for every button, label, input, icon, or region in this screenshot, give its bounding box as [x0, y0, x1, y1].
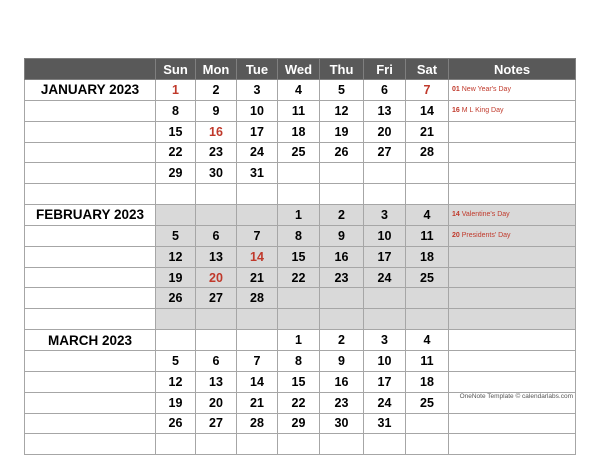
date-cell: 20: [364, 121, 406, 142]
month-label-cell: [25, 288, 156, 309]
month-label-cell: [25, 225, 156, 246]
week-row: [25, 225, 576, 246]
date-cell: 2: [320, 330, 364, 351]
note-date: 01: [452, 86, 460, 94]
note-cell: [449, 350, 576, 371]
month-label-cell: [25, 121, 156, 142]
date-cell: [278, 288, 320, 309]
date-cell: 12: [156, 371, 196, 392]
date-cell: 3: [237, 80, 278, 101]
date-cell: 26: [156, 288, 196, 309]
date-cell: 2: [196, 80, 237, 101]
header-day-sat: Sat: [406, 59, 449, 80]
date-cell: [237, 309, 278, 330]
date-cell: [278, 184, 320, 205]
date-cell: 17: [237, 121, 278, 142]
month-label-cell: [25, 434, 156, 455]
date-cell: [406, 434, 449, 455]
holiday-date-cell: 1: [156, 80, 196, 101]
date-cell: 15: [278, 246, 320, 267]
date-cell: 26: [156, 413, 196, 434]
note-date: 16: [452, 107, 460, 115]
date-cell: 16: [320, 246, 364, 267]
date-cell: 3: [364, 330, 406, 351]
date-cell: [406, 288, 449, 309]
month-label-cell: [25, 100, 156, 121]
date-cell: [278, 434, 320, 455]
holiday-date-cell: 20: [196, 267, 237, 288]
date-cell: [364, 163, 406, 184]
date-cell: 1: [278, 205, 320, 226]
week-row: [25, 434, 576, 455]
header-day-wed: Wed: [278, 59, 320, 80]
date-cell: 3: [364, 205, 406, 226]
date-cell: 28: [237, 413, 278, 434]
date-cell: 12: [156, 246, 196, 267]
date-cell: 23: [320, 267, 364, 288]
date-cell: 11: [406, 225, 449, 246]
header-day-mon: Mon: [196, 59, 237, 80]
date-cell: 30: [320, 413, 364, 434]
date-cell: 29: [156, 163, 196, 184]
week-row: [25, 350, 576, 371]
date-cell: [320, 163, 364, 184]
date-cell: [406, 413, 449, 434]
date-cell: 10: [364, 350, 406, 371]
date-cell: 11: [406, 350, 449, 371]
date-cell: [406, 309, 449, 330]
month-label-cell: [25, 246, 156, 267]
date-cell: 16: [320, 371, 364, 392]
holiday-date-cell: 16: [196, 121, 237, 142]
date-cell: 8: [278, 225, 320, 246]
date-cell: 21: [406, 121, 449, 142]
week-row: [25, 142, 576, 163]
date-cell: 19: [156, 267, 196, 288]
week-row: [25, 100, 576, 121]
date-cell: [320, 309, 364, 330]
date-cell: [406, 163, 449, 184]
header-row: [25, 59, 576, 80]
date-cell: 26: [320, 142, 364, 163]
note-cell: [449, 80, 576, 101]
note-cell: [449, 100, 576, 121]
header-day-thu: Thu: [320, 59, 364, 80]
date-cell: 27: [196, 413, 237, 434]
note-cell: [449, 330, 576, 351]
date-cell: 23: [196, 142, 237, 163]
note-text: Valentine's Day: [461, 211, 510, 219]
date-cell: [196, 309, 237, 330]
month-label-cell: [25, 184, 156, 205]
date-cell: 19: [320, 121, 364, 142]
month-label-cell: [25, 371, 156, 392]
holiday-date-cell: 7: [406, 80, 449, 101]
note-cell: [449, 142, 576, 163]
date-cell: 11: [278, 100, 320, 121]
date-cell: 6: [196, 225, 237, 246]
date-cell: [364, 184, 406, 205]
date-cell: 19: [156, 392, 196, 413]
week-row: [25, 330, 576, 351]
date-cell: 15: [278, 371, 320, 392]
week-row: [25, 267, 576, 288]
month-label-cell: [25, 309, 156, 330]
month-label-cell: [25, 413, 156, 434]
note-cell: [449, 413, 576, 434]
date-cell: 6: [364, 80, 406, 101]
date-cell: 28: [237, 288, 278, 309]
date-cell: [320, 288, 364, 309]
note-cell: [449, 225, 576, 246]
date-cell: [406, 184, 449, 205]
date-cell: 30: [196, 163, 237, 184]
date-cell: 14: [237, 371, 278, 392]
date-cell: 8: [278, 350, 320, 371]
note-text: New Year's Day: [461, 86, 511, 94]
date-cell: [364, 434, 406, 455]
date-cell: [196, 330, 237, 351]
note-cell: [449, 434, 576, 455]
date-cell: 17: [364, 371, 406, 392]
month-label-cell: [25, 267, 156, 288]
header-day-fri: Fri: [364, 59, 406, 80]
date-cell: 1: [278, 330, 320, 351]
date-cell: 18: [278, 121, 320, 142]
month-title: MARCH 2023: [25, 330, 156, 351]
week-row: [25, 80, 576, 101]
date-cell: [156, 184, 196, 205]
date-cell: 17: [364, 246, 406, 267]
date-cell: 27: [364, 142, 406, 163]
date-cell: 22: [156, 142, 196, 163]
date-cell: 8: [156, 100, 196, 121]
date-cell: [278, 163, 320, 184]
date-cell: 5: [156, 350, 196, 371]
date-cell: 29: [278, 413, 320, 434]
week-row: [25, 184, 576, 205]
date-cell: [320, 434, 364, 455]
note-cell: [449, 246, 576, 267]
month-label-cell: [25, 392, 156, 413]
date-cell: 9: [196, 100, 237, 121]
date-cell: [278, 309, 320, 330]
header-day-sun: Sun: [156, 59, 196, 80]
date-cell: [156, 309, 196, 330]
month-title: FEBRUARY 2023: [25, 205, 156, 226]
date-cell: 5: [156, 225, 196, 246]
month-title: JANUARY 2023: [25, 80, 156, 101]
holiday-date-cell: 14: [237, 246, 278, 267]
date-cell: 21: [237, 267, 278, 288]
date-cell: [156, 205, 196, 226]
date-cell: 24: [364, 392, 406, 413]
date-cell: [237, 434, 278, 455]
note-cell: [449, 288, 576, 309]
week-row: [25, 121, 576, 142]
date-cell: [364, 309, 406, 330]
date-cell: 28: [406, 142, 449, 163]
date-cell: 4: [278, 80, 320, 101]
date-cell: 23: [320, 392, 364, 413]
date-cell: [156, 330, 196, 351]
date-cell: [237, 205, 278, 226]
week-row: [25, 246, 576, 267]
date-cell: [320, 184, 364, 205]
date-cell: 22: [278, 392, 320, 413]
date-cell: 4: [406, 330, 449, 351]
date-cell: 27: [196, 288, 237, 309]
week-row: [25, 371, 576, 392]
date-cell: 6: [196, 350, 237, 371]
date-cell: [196, 434, 237, 455]
month-label-cell: [25, 350, 156, 371]
date-cell: 13: [196, 371, 237, 392]
date-cell: 24: [364, 267, 406, 288]
note-cell: [449, 205, 576, 226]
note-cell: [449, 121, 576, 142]
date-cell: 21: [237, 392, 278, 413]
note-cell: [449, 267, 576, 288]
note-cell: [449, 184, 576, 205]
date-cell: [196, 205, 237, 226]
date-cell: 10: [237, 100, 278, 121]
week-row: [25, 309, 576, 330]
note-text: M L King Day: [461, 107, 504, 115]
date-cell: [156, 434, 196, 455]
week-row: [25, 288, 576, 309]
note-date: 14: [452, 211, 460, 219]
header-blank-cell: [25, 59, 156, 80]
note-cell: [449, 163, 576, 184]
date-cell: 24: [237, 142, 278, 163]
note-cell: [449, 309, 576, 330]
note-text: Presidents' Day: [461, 232, 511, 240]
date-cell: 9: [320, 350, 364, 371]
header-notes: Notes: [449, 59, 576, 80]
header-day-tue: Tue: [237, 59, 278, 80]
date-cell: 20: [196, 392, 237, 413]
month-label-cell: [25, 142, 156, 163]
date-cell: 31: [237, 163, 278, 184]
date-cell: 25: [406, 267, 449, 288]
note-date: 20: [452, 232, 460, 240]
date-cell: 18: [406, 371, 449, 392]
date-cell: 22: [278, 267, 320, 288]
note-cell: [449, 371, 576, 392]
date-cell: 4: [406, 205, 449, 226]
date-cell: 25: [278, 142, 320, 163]
week-row: [25, 163, 576, 184]
date-cell: 15: [156, 121, 196, 142]
date-cell: 5: [320, 80, 364, 101]
date-cell: 18: [406, 246, 449, 267]
date-cell: 13: [196, 246, 237, 267]
date-cell: [196, 184, 237, 205]
footer-credit: OneNote Template © calendarlabs.com: [459, 393, 573, 400]
date-cell: 9: [320, 225, 364, 246]
month-label-cell: [25, 163, 156, 184]
date-cell: [237, 330, 278, 351]
date-cell: 2: [320, 205, 364, 226]
date-cell: 10: [364, 225, 406, 246]
week-row: [25, 413, 576, 434]
week-row: [25, 205, 576, 226]
date-cell: 7: [237, 350, 278, 371]
date-cell: [364, 288, 406, 309]
date-cell: 12: [320, 100, 364, 121]
date-cell: 31: [364, 413, 406, 434]
date-cell: [237, 184, 278, 205]
date-cell: 25: [406, 392, 449, 413]
date-cell: 7: [237, 225, 278, 246]
date-cell: 13: [364, 100, 406, 121]
date-cell: 14: [406, 100, 449, 121]
